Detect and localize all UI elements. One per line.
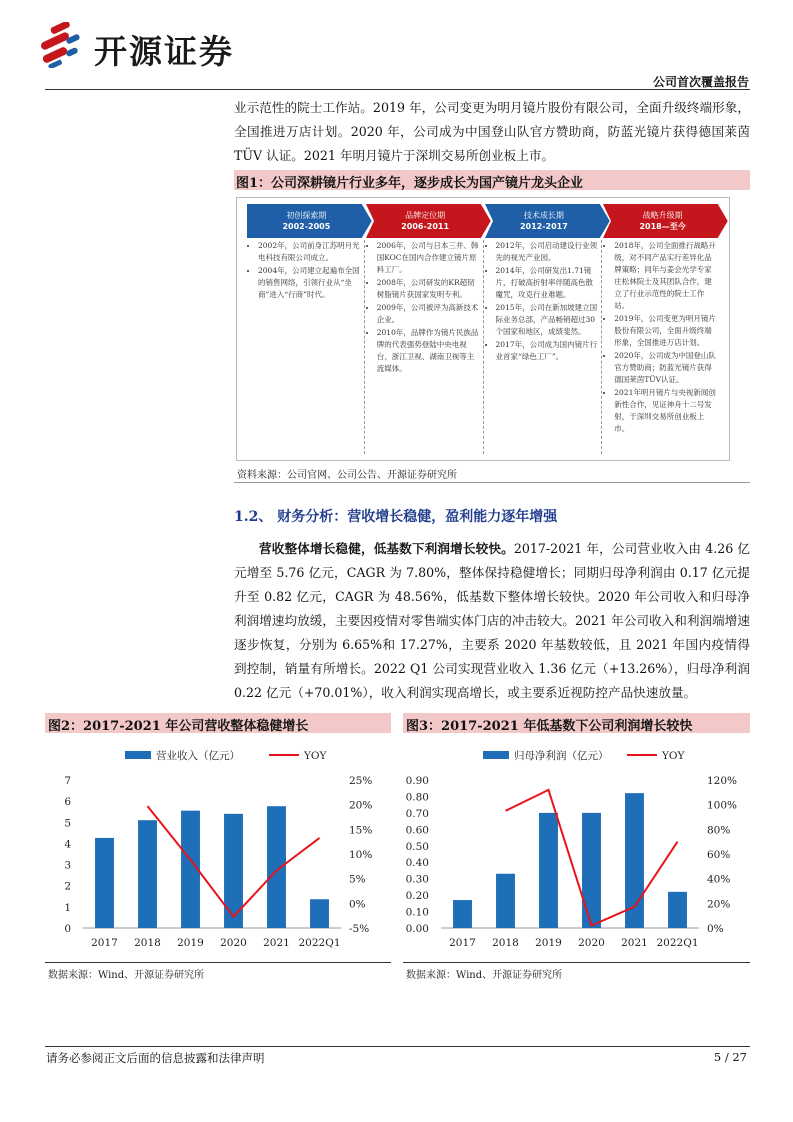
y-left-tick-label: 3 xyxy=(64,859,71,872)
y-left-tick-label: 0.30 xyxy=(405,873,429,886)
legend-bar-label: 归母净利润（亿元） xyxy=(514,750,609,762)
y-left-tick-label: 7 xyxy=(64,775,71,787)
timeline-stage xyxy=(485,204,612,238)
y-left-tick-label: 0.60 xyxy=(405,824,429,837)
x-tick-label: 2019 xyxy=(177,937,204,949)
figure3-title: 图3：2017-2021 年低基数下公司利润增长较快 xyxy=(406,719,693,734)
y-right-tick-label: 80% xyxy=(707,824,731,837)
legend-bar-label: 营业收入（亿元） xyxy=(156,750,240,762)
y-right-tick-label: 15% xyxy=(349,824,373,837)
stage-event: • 2019年，公司变更为明月镜片股份有限公司，全面升级终端形象，全国推进万店计划。 xyxy=(614,313,716,349)
page-number: 5 / 27 xyxy=(713,1050,747,1064)
x-tick-label: 2020 xyxy=(578,937,605,949)
y-left-tick-label: 6 xyxy=(64,796,71,809)
profit-chart xyxy=(401,738,751,960)
figure1-source-divider xyxy=(234,482,750,483)
y-right-tick-label: 0% xyxy=(707,923,724,935)
bar xyxy=(267,806,286,928)
stage-label xyxy=(485,210,604,232)
bar xyxy=(496,874,515,928)
y-right-tick-label: 40% xyxy=(707,873,731,886)
stage-event: • 2010年，品牌作为镜片民族品牌的代表强势登陆中央电视台、浙江卫视、湖南卫视等主流媒体。 xyxy=(377,327,479,375)
stage-event: • 2014年，公司研发出1.71镜片，打破高折射率伴随高色散魔咒，攻克行业难题。 xyxy=(496,265,598,301)
bar xyxy=(539,813,558,928)
legend-line-label: YOY xyxy=(304,750,327,762)
y-right-tick-label: 120% xyxy=(707,775,738,787)
x-tick-label: 2018 xyxy=(134,937,161,949)
y-right-tick-label: 60% xyxy=(707,849,731,861)
y-left-tick-label: 2 xyxy=(64,880,71,893)
timeline-stages xyxy=(247,204,722,238)
x-tick-label: 2017 xyxy=(449,937,476,949)
stage-event: • 2006年，公司与日本三井、韩国KOC在国内合作建立镜片原料工厂。 xyxy=(377,240,479,276)
y-left-tick-label: 0.40 xyxy=(405,857,429,870)
intro-paragraph: 业示范性的院士工作站。2019 年，公司变更为明月镜片股份有限公司，全面升级终端形象，全国推进万店计划。2020 年，公司成为中国登山队官方赞助商，防蓝光镜片获得德国莱茵 TÜV 认证。2021 年明月镜片于深圳交易所创业板上市。 xyxy=(234,100,750,163)
timeline-stage xyxy=(603,204,730,238)
stage-details xyxy=(605,240,716,454)
y-left-tick-label: 0 xyxy=(64,923,71,935)
figure2-source: 数据来源：Wind、开源证券研究所 xyxy=(48,970,205,981)
bar xyxy=(310,899,329,928)
x-tick-label: 2022Q1 xyxy=(298,937,341,949)
logo-mark-icon xyxy=(36,22,88,68)
legend-bar-swatch xyxy=(483,751,509,759)
y-left-tick-label: 0.50 xyxy=(405,840,429,853)
y-right-tick-label: 20% xyxy=(349,799,373,812)
section-title: 1.2、 财务分析：营收增长稳健，盈利能力逐年增强 xyxy=(234,509,558,525)
figure3-source: 数据来源：Wind、开源证券研究所 xyxy=(406,970,563,981)
legend-line-label: YOY xyxy=(662,750,685,762)
y-left-tick-label: 0.20 xyxy=(405,890,429,903)
y-left-tick-label: 0.00 xyxy=(405,923,429,935)
x-tick-label: 2021 xyxy=(621,937,648,949)
logo xyxy=(36,22,296,72)
stage-label xyxy=(603,210,722,232)
revenue-chart xyxy=(43,738,393,960)
stage-event: • 2012年，公司启动建设行业领先的视光产业园。 xyxy=(496,240,598,264)
legend-bar-swatch xyxy=(125,751,151,759)
x-tick-label: 2019 xyxy=(535,937,562,949)
stage-event: • 2009年，公司被评为高新技术企业。 xyxy=(377,302,479,326)
stage-event: • 2015年，公司在新加坡建立国际业务总部，产品畅销超过30个国家和地区，成绩斐然。 xyxy=(496,302,598,338)
timeline-details xyxy=(247,240,722,454)
y-right-tick-label: 100% xyxy=(707,799,738,812)
figure2-title: 图2：2017-2021 年公司营收整体稳健增长 xyxy=(48,719,309,734)
y-left-tick-label: 0.90 xyxy=(405,775,429,787)
figure1-source: 资料来源：公司官网、公司公告、开源证券研究所 xyxy=(237,470,457,481)
y-right-tick-label: -5% xyxy=(349,923,370,935)
stage-period: 2018—至今 xyxy=(639,222,686,231)
stage-name: 初创探索期 xyxy=(286,211,327,220)
bar xyxy=(668,892,687,928)
stage-label xyxy=(366,210,485,232)
brand-name: 开源证券 xyxy=(94,32,234,71)
header-divider xyxy=(45,89,750,90)
stage-event: • 2020年，公司成为中国登山队官方赞助商；防蓝光镜片获得德国莱茵TÜV认证。 xyxy=(614,350,716,386)
x-tick-label: 2022Q1 xyxy=(656,937,699,949)
stage-period: 2002-2005 xyxy=(282,222,331,231)
stage-event: • 2018年，公司全面推行战略升级，对不同产品实行差异化品牌策略；同年与姜会光学专家庄松林院士及其团队合作，建立了行业示范性的院士工作站。 xyxy=(614,240,716,312)
stage-event: • 2021年明月镜片与央视新闻创新性合作，见证神舟十二号发射，于深圳交易所创业板上市。 xyxy=(614,387,716,435)
stage-name: 品牌定位期 xyxy=(405,211,446,220)
y-right-tick-label: 20% xyxy=(707,898,731,911)
stage-event: • 2017年，公司成为国内镜片行业首家“绿色工厂”。 xyxy=(496,339,598,363)
y-left-tick-label: 0.10 xyxy=(405,906,429,919)
x-tick-label: 2018 xyxy=(492,937,519,949)
x-tick-label: 2017 xyxy=(91,937,118,949)
stage-details xyxy=(249,240,365,454)
y-right-tick-label: 5% xyxy=(349,873,366,886)
y-left-tick-label: 0.70 xyxy=(405,807,429,820)
y-left-tick-label: 0.80 xyxy=(405,791,429,804)
stage-period: 2012-2017 xyxy=(519,222,568,231)
figure2-source-divider xyxy=(45,962,391,963)
bar xyxy=(138,820,157,928)
y-right-tick-label: 25% xyxy=(349,775,373,787)
footer-disclaimer: 请务必参阅正文后面的信息披露和法律声明 xyxy=(46,1051,265,1065)
y-left-tick-label: 1 xyxy=(64,901,71,914)
report-type: 公司首次覆盖报告 xyxy=(652,75,749,89)
y-right-tick-label: 0% xyxy=(349,898,366,911)
timeline-stage xyxy=(247,204,374,238)
stage-name: 技术成长期 xyxy=(523,211,564,220)
finance-paragraph xyxy=(234,537,750,705)
x-tick-label: 2021 xyxy=(263,937,290,949)
stage-details xyxy=(487,240,603,454)
figure1-title: 图1：公司深耕镜片行业多年，逐步成长为国产镜片龙头企业 xyxy=(236,176,584,191)
stage-period: 2006-2011 xyxy=(401,222,450,231)
bar xyxy=(95,838,114,928)
timeline-stage xyxy=(366,204,493,238)
bar xyxy=(453,900,472,928)
bar xyxy=(582,813,601,928)
stage-event: • 2008年，公司研发的KR超韧树脂镜片获国家发明专利。 xyxy=(377,277,479,301)
footer-divider xyxy=(45,1046,750,1047)
finance-paragraph-lead: 营收整体增长稳健，低基数下利润增长较快。 xyxy=(259,541,514,556)
finance-paragraph-body: 2017-2021 年，公司营业收入由 4.26 亿元增至 5.76 亿元，CAGR 为 7.80%，整体保持稳健增长；同期归母净利润由 0.17 亿元提升至 0.82 亿元，CAGR 为 48.56%，低基数下整体增长较快。2020 年公司收入和归母净利润增速均放缓，主要因疫情对零售端实体门店的冲击较大。2021 年公司收入和利润端增速逐步恢复，分别为 6.65%和 17.27%，主要系 2020 年基数较低，且 2021 年国内疫情得到控制，销量有所增长。2022 Q1 公司实现营业收入 1.36 亿元（+13.26%），归母净利润 0.22 亿元（+70.01%），收入利润实现高增长，或主要系近视防控产品快速放量。 xyxy=(234,541,751,700)
y-right-tick-label: 10% xyxy=(349,849,373,861)
stage-label xyxy=(247,210,366,232)
y-left-tick-label: 5 xyxy=(64,817,71,830)
stage-event: • 2004年，公司建立起遍布全国的销售网络，引领行业从“坐商”进入“行商”时代。 xyxy=(258,265,360,301)
stage-event: • 2002年，公司前身江苏明月光电科技有限公司成立。 xyxy=(258,240,360,264)
y-left-tick-label: 4 xyxy=(64,838,71,851)
stage-details xyxy=(368,240,484,454)
figure3-source-divider xyxy=(403,962,750,963)
stage-name: 战略升级期 xyxy=(642,211,683,220)
figure1-timeline xyxy=(236,197,730,461)
x-tick-label: 2020 xyxy=(220,937,247,949)
